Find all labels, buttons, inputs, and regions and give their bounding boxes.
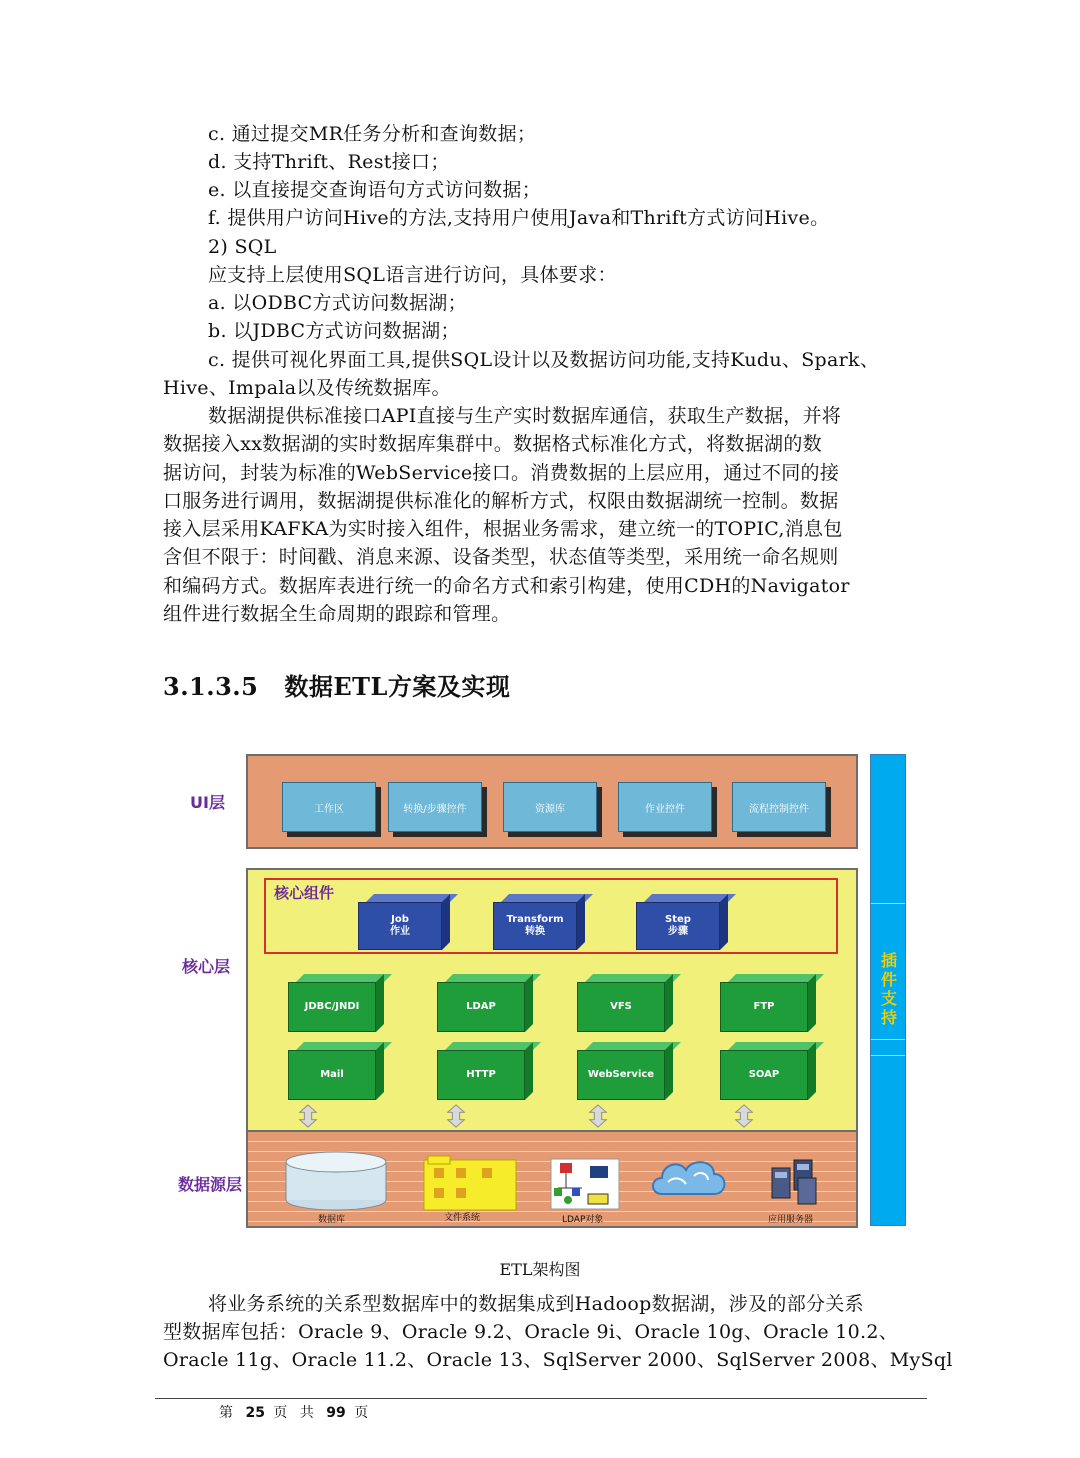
core-component-job-cn: 作业 bbox=[390, 926, 410, 937]
ui-layer-label: UI层 bbox=[190, 793, 225, 812]
database-icon bbox=[284, 1150, 388, 1212]
body-line: 数据接入xx数据湖的实时数据库集群中。数据格式标准化方式，将数据湖的数 bbox=[163, 433, 822, 455]
datasource-label-appserver: 应用服务器 bbox=[768, 1215, 814, 1225]
datasource-layer-label: 数据源层 bbox=[178, 1175, 243, 1194]
body-line: 组件进行数据全生命周期的跟踪和管理。 bbox=[163, 603, 511, 625]
etl-architecture-diagram bbox=[170, 750, 910, 1230]
body-line: 接入层采用KAFKA为实时接入组件，根据业务需求，建立统一的TOPIC,消息包 bbox=[163, 518, 843, 540]
core-component-job bbox=[358, 894, 458, 950]
body-line: e. 以直接提交查询语句方式访问数据； bbox=[208, 179, 542, 201]
body-line: 口服务进行调用，数据湖提供标准化的解析方式，权限由数据湖统一控制。数据 bbox=[163, 490, 839, 512]
double-arrow-icon bbox=[588, 1104, 608, 1128]
body-line: c. 提供可视化界面工具,提供SQL设计以及数据访问功能,支持Kudu、Spark、 bbox=[208, 349, 880, 371]
section-number: 3.1.3.5 bbox=[163, 672, 259, 701]
double-arrow-icon bbox=[298, 1104, 318, 1128]
core-layer-band bbox=[246, 868, 858, 1156]
body-line: Hive、Impala以及传统数据库。 bbox=[163, 377, 451, 399]
protocol-mail: Mail bbox=[288, 1042, 388, 1100]
body-line: 数据湖提供标准接口API直接与生产实时数据库通信，获取生产数据，并将 bbox=[208, 405, 842, 427]
protocol-ldap: LDAP bbox=[437, 974, 537, 1032]
double-arrow-icon bbox=[734, 1104, 754, 1128]
folder-icon bbox=[422, 1154, 520, 1212]
body-line: f. 提供用户访问Hive的方法,支持用户使用Java和Thrift方式访问Hive。 bbox=[208, 207, 830, 229]
body-line: d. 支持Thrift、Rest接口； bbox=[208, 151, 450, 173]
ui-box-workspace: 工作区 bbox=[282, 782, 376, 832]
ui-box-repository: 资源库 bbox=[503, 782, 597, 832]
protocol-webservice: WebService bbox=[577, 1042, 677, 1100]
datasource-layer-band bbox=[246, 1130, 858, 1228]
section-title: 数据ETL方案及实现 bbox=[284, 672, 511, 701]
ui-box-transform-step-control: 转换/步骤控件 bbox=[388, 782, 482, 832]
protocol-soap: SOAP bbox=[720, 1042, 820, 1100]
plugin-support-column bbox=[870, 754, 906, 1226]
ui-box-job-control: 作业控件 bbox=[618, 782, 712, 832]
protocol-vfs: VFS bbox=[577, 974, 677, 1032]
body-line: a. 以ODBC方式访问数据湖； bbox=[208, 292, 467, 314]
ui-layer-band bbox=[246, 754, 858, 849]
protocol-http: HTTP bbox=[437, 1042, 537, 1100]
body-line: c. 通过提交MR任务分析和查询数据； bbox=[208, 123, 537, 145]
ui-box-flow-control: 流程控制控件 bbox=[732, 782, 826, 832]
core-component-job-en: Job bbox=[391, 914, 409, 925]
core-component-step-cn: 步骤 bbox=[668, 926, 688, 937]
body-line: 应支持上层使用SQL语言进行访问，具体要求： bbox=[208, 264, 617, 286]
plugin-support-label: 插 件 支 持 bbox=[880, 951, 897, 1027]
footer-divider bbox=[155, 1398, 927, 1399]
body-line: Oracle 11g、Oracle 11.2、Oracle 13、SqlServer 2000、SqlServer 2008、MySql bbox=[163, 1349, 953, 1371]
cloud-icon bbox=[648, 1152, 730, 1208]
body-line: 型数据库包括：Oracle 9、Oracle 9.2、Oracle 9i、Oracle 10g、Oracle 10.2、 bbox=[163, 1321, 899, 1343]
core-components-frame bbox=[264, 878, 838, 954]
ldap-network-icon bbox=[550, 1158, 620, 1210]
server-icon bbox=[768, 1156, 828, 1208]
body-line: 和编码方式。数据库表进行统一的命名方式和索引构建，使用CDH的Navigator bbox=[163, 575, 850, 597]
body-line: b. 以JDBC方式访问数据湖； bbox=[208, 320, 460, 342]
body-line: 将业务系统的关系型数据库中的数据集成到Hadoop数据湖，涉及的部分关系 bbox=[208, 1293, 864, 1315]
total-pages: 99 bbox=[326, 1405, 346, 1421]
core-component-step bbox=[636, 894, 736, 950]
core-component-transform-en: Transform bbox=[506, 914, 564, 925]
datasource-label-database: 数据库 bbox=[318, 1215, 346, 1225]
page-number: 25 bbox=[245, 1405, 265, 1421]
double-arrow-icon bbox=[446, 1104, 466, 1128]
page-footer: 第 25 页 共 99 页 bbox=[219, 1405, 373, 1421]
core-layer-label: 核心层 bbox=[182, 957, 231, 976]
core-components-title: 核心组件 bbox=[274, 884, 335, 902]
protocol-ftp: FTP bbox=[720, 974, 820, 1032]
figure-caption: ETL架构图 bbox=[499, 1260, 581, 1279]
core-component-transform-cn: 转换 bbox=[525, 926, 545, 937]
core-component-step-en: Step bbox=[665, 914, 691, 925]
body-line: 含但不限于：时间戳、消息来源、设备类型，状态值等类型，采用统一命名规则 bbox=[163, 546, 839, 568]
datasource-label-ldap: LDAP对象 bbox=[562, 1215, 604, 1225]
body-line: 据访问，封装为标准的WebService接口。消费数据的上层应用，通过不同的接 bbox=[163, 462, 840, 484]
core-component-transform bbox=[493, 894, 593, 950]
datasource-label-filesystem: 文件系统 bbox=[444, 1213, 481, 1223]
protocol-jdbc-jndi: JDBC/JNDI bbox=[288, 974, 388, 1032]
body-line: 2) SQL bbox=[208, 236, 277, 258]
section-heading bbox=[163, 667, 510, 702]
